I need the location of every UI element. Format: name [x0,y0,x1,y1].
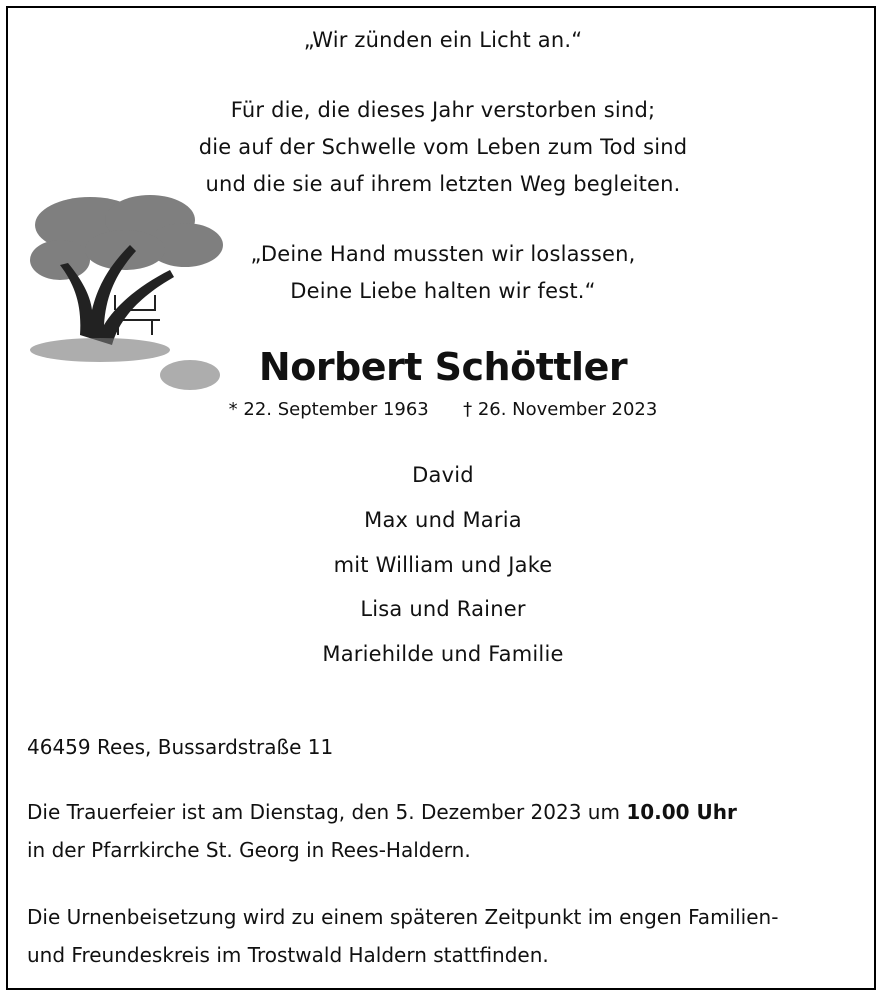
quote2-line-1: „Deine Hand mussten wir loslassen, [250,242,636,266]
mourner-2: Max und Maria [364,508,522,532]
mourner-5: Mariehilde und Familie [322,642,564,666]
poem-line-1: Für die, die dieses Jahr verstorben sind; [230,98,656,122]
ceremony-text: Die Trauerfeier ist am Dienstag, den 5. Dezember 2023 um [27,800,627,824]
opening-quote: „Wir zünden ein Licht an.“ [303,28,583,52]
mourner-3: mit William und Jake [333,553,553,577]
deceased-name: Norbert Schöttler [258,345,628,389]
urn-line-1: Die Urnenbeisetzung wird zu einem späteren Zeitpunkt im engen Familien- [27,905,779,929]
poem-line-3: und die sie auf ihrem letzten Weg begleiten. [205,172,681,196]
mourner-4: Lisa und Rainer [360,597,526,621]
urn-line-2: und Freundeskreis im Trostwald Haldern stattfinden. [27,943,549,967]
quote2-line-2: Deine Liebe halten wir fest.“ [290,279,596,303]
poem-line-2: die auf der Schwelle vom Leben zum Tod sind [198,135,688,159]
mourner-1: David [412,463,474,487]
birth-date: * 22. September 1963 [228,399,429,420]
ceremony-line-1 [27,800,737,824]
ceremony-time: 10.00 Uhr [626,800,737,824]
address: 46459 Rees, Bussardstraße 11 [27,735,334,759]
life-dates [0,399,886,420]
death-date: † 26. November 2023 [463,399,658,420]
ceremony-line-2: in der Pfarrkirche St. Georg in Rees-Haldern. [27,838,471,862]
